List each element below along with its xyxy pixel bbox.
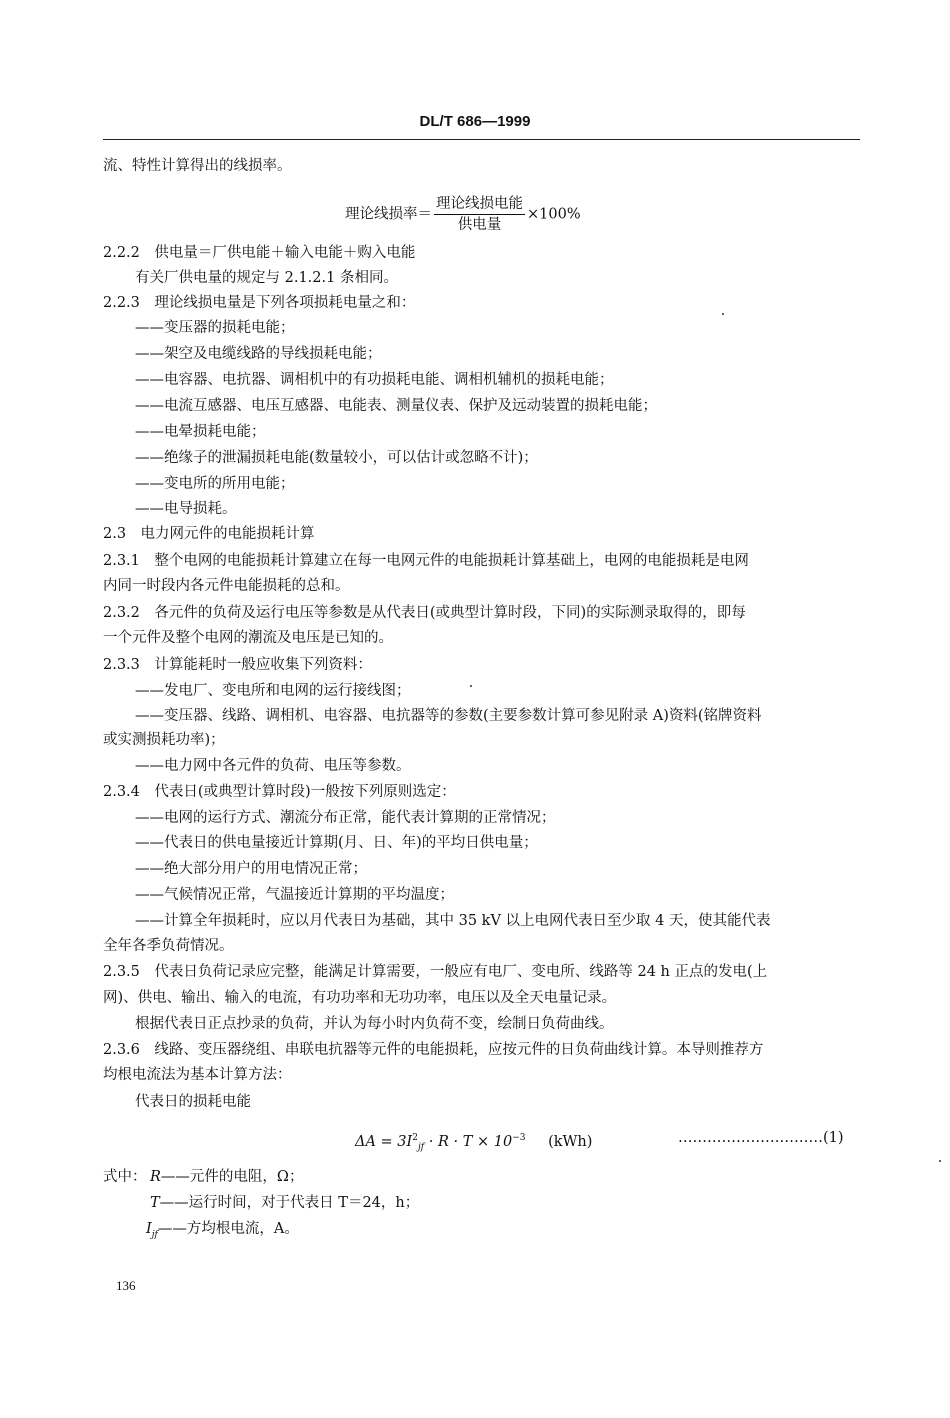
list-item: ——代表日的供电量接近计算期(月、日、年)的平均日供电量； [135, 835, 538, 851]
symbol-definition [150, 1167, 303, 1187]
text-line: 均根电流法为基本计算方法： [103, 1067, 292, 1083]
formula-numerator: 理论线损电能 [434, 194, 525, 215]
clause-heading: 2.3.3 计算能耗时一般应收集下列资料： [103, 657, 372, 673]
clause-heading: 2.3.1 整个电网的电能损耗计算建立在每一电网元件的电能损耗计算基础上，电网的电能损耗是电网 [103, 553, 749, 569]
list-item: ——电晕损耗电能； [135, 424, 266, 440]
text-line: 代表日的损耗电能 [135, 1094, 251, 1110]
clause-heading: 2.3.5 代表日负荷记录应完整，能满足计算需要，一般应有电厂、变电所、线路等 24 h 正点的发电(上 [103, 964, 768, 980]
text-line: 网)、供电、输出、输入的电流，有功功率和无功功率，电压以及全天电量记录。 [103, 990, 617, 1006]
symbol-definition [146, 1219, 299, 1245]
formula-fraction [434, 194, 525, 235]
text-line: 或实测损耗功率)； [103, 732, 225, 748]
symbol: T [150, 1195, 160, 1211]
clause-heading: 2.3.2 各元件的负荷及运行电压等参数是从代表日(或典型计算时段，下同)的实际测录取得的，即每 [103, 605, 746, 621]
equation-number: …………………………(1) [678, 1130, 844, 1146]
section-heading: 2.3 电力网元件的电能损耗计算 [103, 526, 315, 542]
formula-exponent: −3 [512, 1133, 526, 1143]
list-item: ——气候情况正常，气温接近计算期的平均温度； [135, 887, 454, 903]
list-item: ——变压器的损耗电能； [135, 320, 295, 336]
formula-line-loss-rate [345, 194, 581, 235]
page-number: 136 [116, 1278, 136, 1293]
formula-denominator: 供电量 [457, 217, 502, 233]
list-item: ——计算全年损耗时，应以月代表日为基础，其中 35 kV 以上电网代表日至少取 4 天，使其能代表 [135, 913, 771, 929]
list-item: ——电力网中各元件的负荷、电压等参数。 [135, 758, 411, 774]
clause-heading: 2.2.2 供电量＝厂供电能＋输入电能＋购入电能 [103, 245, 416, 261]
page-header: DL/T 686—1999 [419, 113, 531, 130]
list-item: ——绝大部分用户的用电情况正常； [135, 861, 367, 877]
text-line: 内同一时段内各元件电能损耗的总和。 [103, 578, 350, 594]
list-item: ——电导损耗。 [135, 501, 237, 517]
clause-heading: 2.2.3 理论线损电量是下列各项损耗电量之和： [103, 295, 416, 311]
symbol-description: ——方均根电流，A。 [157, 1221, 299, 1237]
header-rule [103, 139, 860, 140]
text-line: 全年各季负荷情况。 [103, 938, 234, 954]
formula-rhs: ×100% [527, 206, 581, 223]
where-label: 式中： [103, 1169, 147, 1185]
text-line: 根据代表日正点抄录的负荷，并认为每小时内负荷不变，绘制日负荷曲线。 [135, 1016, 614, 1032]
list-item: ——变电所的所用电能； [135, 476, 295, 492]
formula-rest: · R · T × 10 [424, 1133, 513, 1150]
clause-heading: 2.3.6 线路、变压器绕组、串联电抗器等元件的电能损耗，应按元件的日负荷曲线计算。本导则推荐方 [103, 1042, 764, 1058]
symbol-subscript: jf [151, 1229, 158, 1240]
symbol-description: ——元件的电阻，Ω； [160, 1169, 304, 1185]
formula-lhs: 理论线损率＝ [345, 206, 432, 223]
formula-subscript: jf [418, 1142, 425, 1153]
list-item: ——架空及电缆线路的导线损耗电能； [135, 346, 382, 362]
list-item: ——绝缘子的泄漏损耗电能(数量较小，可以估计或忽略不计)； [135, 450, 538, 466]
text-line: 一个元件及整个电网的潮流及电压是已知的。 [103, 630, 393, 646]
scan-speck [939, 1160, 941, 1162]
scan-speck [722, 313, 724, 315]
list-item: ——变压器、线路、调相机、电容器、电抗器等的参数(主要参数计算可参见附录 A)资料(铭牌资料 [135, 708, 762, 724]
formula-lhs: ΔA = 3I [355, 1133, 413, 1150]
clause-heading: 2.3.4 代表日(或典型计算时段)一般按下列原则选定： [103, 784, 456, 800]
symbol: I [146, 1221, 152, 1237]
list-item: ——电网的运行方式、潮流分布正常，能代表计算期的正常情况； [135, 810, 556, 826]
list-item: ——发电厂、变电所和电网的运行接线图； [135, 683, 411, 699]
formula-unit: (kWh) [548, 1133, 593, 1150]
text-line: 有关厂供电量的规定与 2.1.2.1 条相同。 [135, 270, 398, 286]
list-item: ——电流互感器、电压互感器、电能表、测量仪表、保护及远动装置的损耗电能； [135, 398, 657, 414]
symbol: R [150, 1169, 161, 1185]
formula-superscript: 2 [412, 1133, 418, 1143]
symbol-definition [150, 1193, 419, 1213]
scan-speck [470, 685, 472, 687]
formula-energy-loss [355, 1128, 592, 1158]
text-line: 流、特性计算得出的线损率。 [103, 158, 292, 174]
symbol-description: ——运行时间，对于代表日 T＝24，h； [159, 1195, 420, 1211]
list-item: ——电容器、电抗器、调相机中的有功损耗电能、调相机辅机的损耗电能； [135, 372, 614, 388]
